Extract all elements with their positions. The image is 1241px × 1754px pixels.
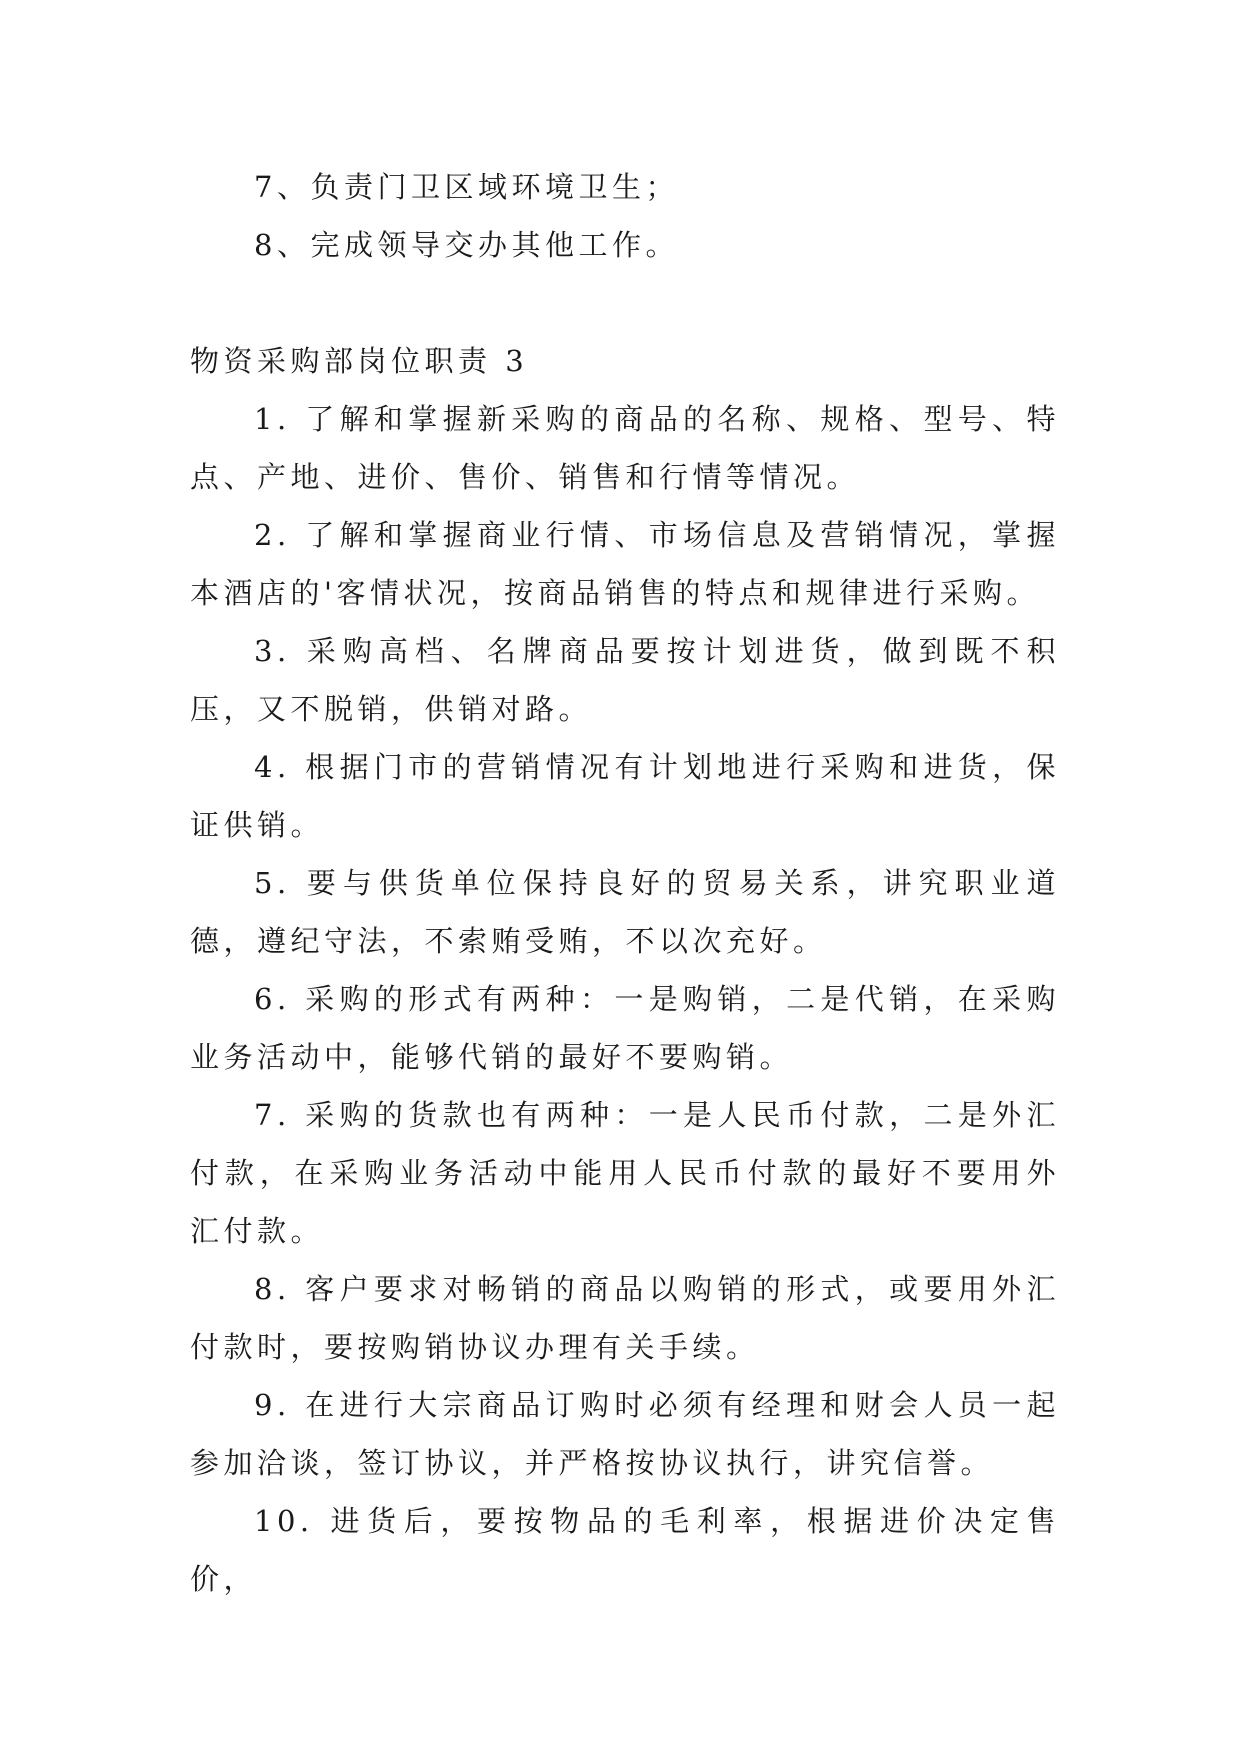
list-item: 4. 根据门市的营销情况有计划地进行采购和进货，保证供销。 <box>190 750 1060 842</box>
list-item: 7. 采购的货款也有两种：一是人民币付款，二是外汇付款，在采购业务活动中能用人民币付款的最好不要用外汇付款。 <box>190 1098 1060 1248</box>
list-item: 2. 了解和掌握商业行情、市场信息及营销情况，掌握本酒店的'客情状况，按商品销售的特点和规律进行采购。 <box>190 518 1060 610</box>
list-item: 3. 采购高档、名牌商品要按计划进货，做到既不积压，又不脱销，供销对路。 <box>190 634 1060 726</box>
list-item: 5. 要与供货单位保持良好的贸易关系，讲究职业道德，遵纪守法，不索贿受贿，不以次充好。 <box>190 866 1060 958</box>
list-item: 1. 了解和掌握新采购的商品的名称、规格、型号、特点、产地、进价、售价、销售和行情等情况。 <box>190 402 1060 494</box>
list-item: 7、负责门卫区域环境卫生； <box>254 170 679 204</box>
list-item: 10. 进货后，要按物品的毛利率，根据进价决定售价， <box>190 1504 1060 1596</box>
list-item: 6. 采购的形式有两种：一是购销，二是代销，在采购业务活动中，能够代销的最好不要购销。 <box>190 982 1060 1074</box>
section-title: 物资采购部岗位职责 3 <box>190 344 529 378</box>
list-item: 9. 在进行大宗商品订购时必须有经理和财会人员一起参加洽谈，签订协议，并严格按协议执行，讲究信誉。 <box>190 1388 1060 1480</box>
list-item: 8. 客户要求对畅销的商品以购销的形式，或要用外汇付款时，要按购销协议办理有关手续。 <box>190 1272 1060 1364</box>
list-item: 8、完成领导交办其他工作。 <box>254 228 679 262</box>
document-body <box>190 158 1060 1608</box>
